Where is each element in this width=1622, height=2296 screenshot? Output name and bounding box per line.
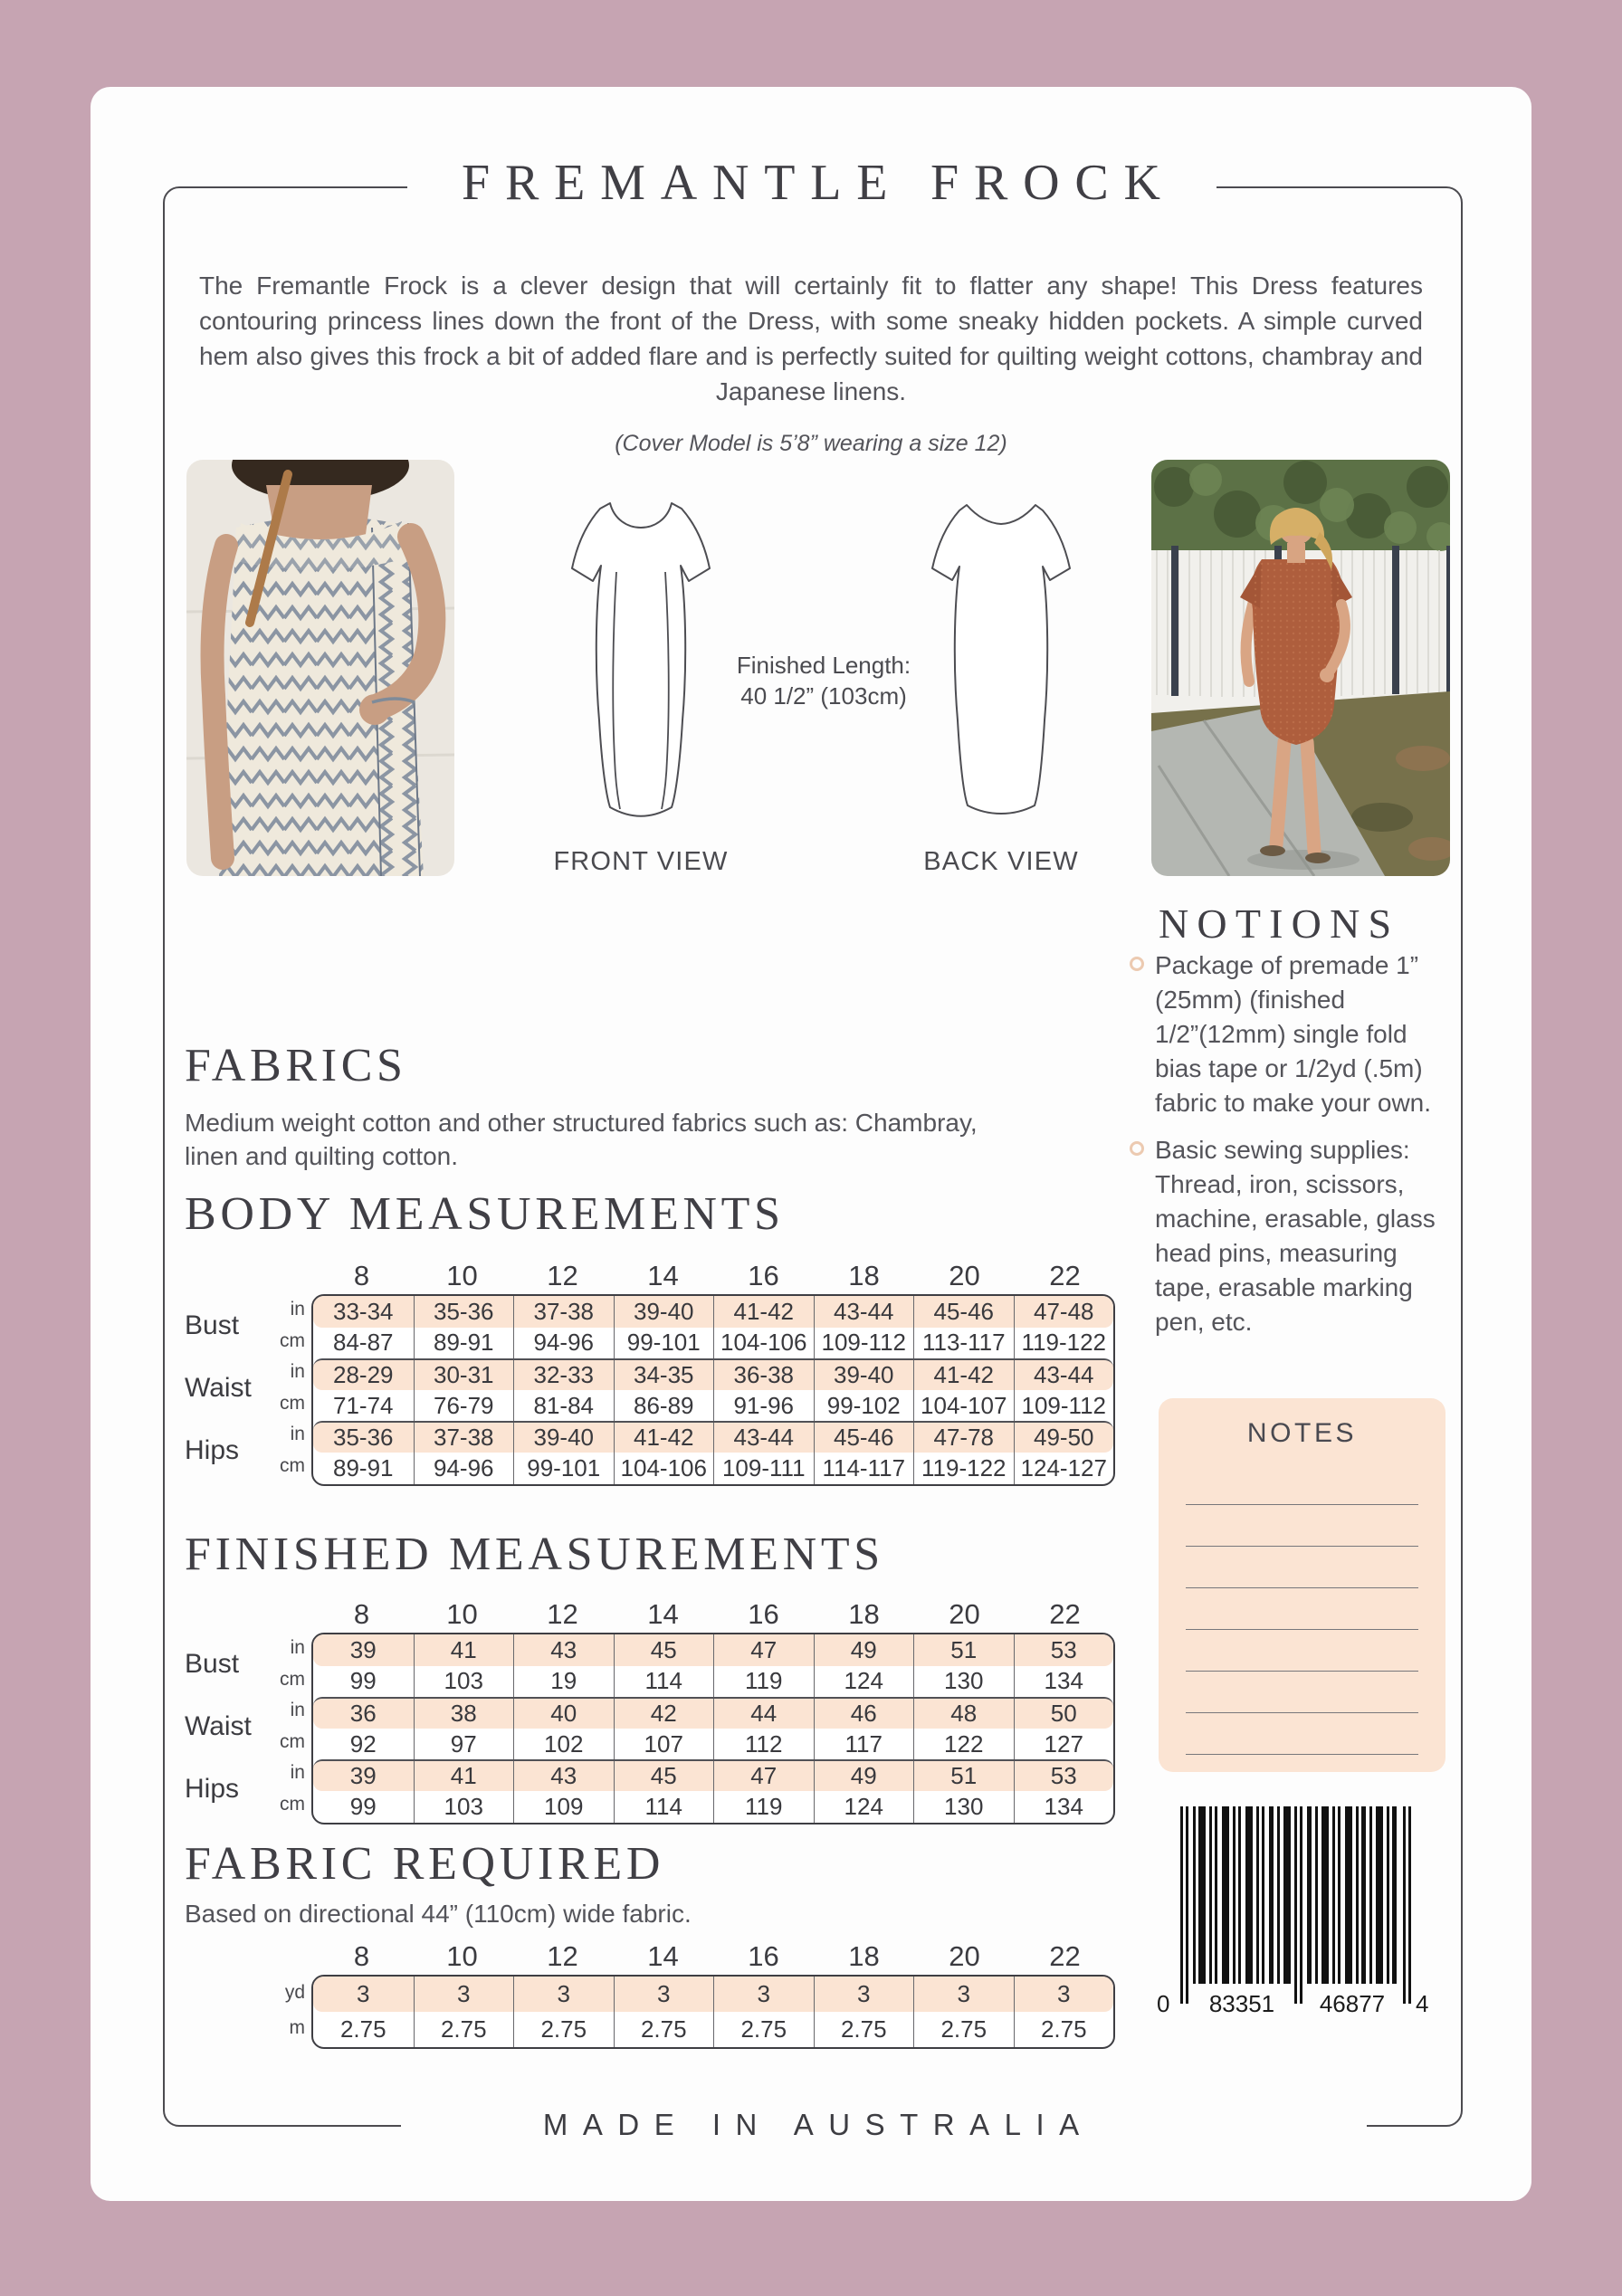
- measurement-cell: 39-40: [513, 1423, 614, 1453]
- measurement-cell: 119-122: [1014, 1328, 1114, 1359]
- unit-labels: [275, 1294, 311, 1486]
- measurement-cell: 2.75: [814, 2012, 914, 2047]
- measurement-cell: 48: [913, 1699, 1014, 1729]
- unit-label: yd: [284, 1982, 305, 2003]
- table-row: [313, 1296, 1113, 1328]
- measurement-cell: 43-44: [814, 1296, 914, 1328]
- measurement-cell: 91-96: [713, 1390, 814, 1422]
- chevron-dress-photo-illustration: [186, 460, 454, 876]
- row-group-label: Waist: [185, 1710, 252, 1741]
- fabric-required-note: Based on directional 44” (110cm) wide fabric.: [185, 1900, 692, 1928]
- size-column-header: 16: [748, 1940, 779, 1972]
- measurement-cell: 50: [1014, 1699, 1114, 1729]
- measurement-cell: 43-44: [1014, 1360, 1114, 1390]
- barcode-digit-group2: 46877: [1319, 1990, 1386, 2017]
- measurement-cell: 94-96: [513, 1328, 614, 1359]
- measurement-cell: 124: [814, 1666, 914, 1698]
- measurement-cell: 40: [513, 1699, 614, 1729]
- finished-length-note: [715, 650, 932, 711]
- notion-text: Basic sewing supplies: Thread, iron, scissors, machine, erasable, glass head pins, measuring tape, erasable marking pen, etc.: [1155, 1136, 1436, 1336]
- table-row: [313, 1328, 1113, 1359]
- cover-model-note: (Cover Model is 5’8” wearing a size 12): [615, 431, 1007, 456]
- measurement-cell: 45-46: [913, 1296, 1014, 1328]
- measurement-cell: 109-111: [713, 1453, 814, 1484]
- measurement-cell: 122: [913, 1729, 1014, 1760]
- notes-line: [1186, 1630, 1418, 1672]
- unit-label: in: [290, 1424, 305, 1445]
- table-row: [313, 1697, 1113, 1729]
- size-column-header: 8: [353, 1598, 370, 1630]
- measurement-cell: 99: [349, 1792, 377, 1820]
- made-in-australia-footer: MADE IN AUSTRALIA: [542, 2108, 1094, 2141]
- measurement-cell: 117: [814, 1729, 914, 1760]
- measurement-cell: 124: [814, 1791, 914, 1823]
- size-column-header: 20: [949, 1940, 980, 1972]
- notion-item: [1130, 1133, 1455, 1339]
- measurement-cell: 2.75: [414, 2012, 514, 2047]
- notes-heading: NOTES: [1246, 1418, 1358, 1448]
- model-street-photo-illustration: [1151, 460, 1450, 876]
- table-row: [313, 1666, 1113, 1698]
- measurement-cell: 37-38: [513, 1296, 614, 1328]
- measurement-cell: 53: [1014, 1634, 1114, 1666]
- unit-label: in: [290, 1299, 305, 1319]
- measurement-cell: 47-48: [1014, 1296, 1114, 1328]
- measurement-cell: 99: [349, 1667, 377, 1695]
- notes-line: [1186, 1672, 1418, 1713]
- size-header-row: [311, 1940, 1115, 1975]
- measurement-cell: 3: [913, 1977, 1014, 2012]
- measurement-cell: 38: [414, 1699, 514, 1729]
- unit-label: in: [290, 1361, 305, 1383]
- measurement-cell: 99-102: [814, 1390, 914, 1422]
- table-row: [313, 1453, 1113, 1484]
- barcode-digit-left: 0: [1157, 1990, 1170, 2017]
- size-column-header: 8: [353, 1940, 370, 1972]
- size-column-header: 22: [1049, 1260, 1081, 1291]
- measurement-cell: 3: [814, 1977, 914, 2012]
- measurement-grid: [311, 1975, 1115, 2049]
- finished-length-value: 40 1/2” (103cm): [740, 682, 907, 710]
- bullet-circle-icon: [1130, 1141, 1144, 1156]
- size-column-header: 16: [748, 1260, 779, 1291]
- measurement-cell: 104-107: [913, 1390, 1014, 1422]
- table-row: [313, 1729, 1113, 1760]
- measurement-cell: 41: [414, 1634, 514, 1666]
- unit-label: cm: [280, 1668, 305, 1690]
- measurement-grid: [311, 1633, 1115, 1824]
- size-column-header: 12: [547, 1940, 578, 1972]
- cover-photo-chevron-dress: [186, 460, 454, 876]
- size-column-header: 22: [1049, 1598, 1081, 1630]
- fabrics-heading: FABRICS: [185, 1040, 407, 1091]
- unit-label: cm: [280, 1730, 305, 1752]
- measurement-cell: 134: [1014, 1666, 1114, 1698]
- fabric-required-table: [185, 1940, 1117, 2049]
- back-view-line-drawing: [920, 496, 1083, 822]
- measurement-cell: 2.75: [1014, 2012, 1114, 2047]
- measurement-cell: 39-40: [814, 1360, 914, 1390]
- measurement-cell: 51: [913, 1761, 1014, 1791]
- row-group-labels: [185, 1975, 275, 2049]
- measurement-cell: 36: [349, 1699, 377, 1727]
- measurement-cell: 49: [814, 1761, 914, 1791]
- barcode-digit-right: 4: [1416, 1990, 1429, 2017]
- front-view-line-drawing: [555, 496, 727, 822]
- row-group-label: Bust: [185, 1648, 240, 1679]
- unit-label: cm: [280, 1392, 305, 1414]
- measurement-cell: 47: [713, 1634, 814, 1666]
- measurement-cell: 36-38: [713, 1360, 814, 1390]
- measurement-cell: 3: [614, 1977, 714, 2012]
- finished-measurements-table: [185, 1598, 1117, 1824]
- size-header-row: [311, 1598, 1115, 1633]
- page-title: FREMANTLE FROCK: [462, 155, 1176, 211]
- measurement-cell: 130: [913, 1791, 1014, 1823]
- size-column-header: 14: [647, 1940, 679, 1972]
- size-column-header: 14: [647, 1260, 679, 1291]
- table-row: [313, 1759, 1113, 1791]
- measurement-cell: 19: [513, 1666, 614, 1698]
- body-measurements-heading: BODY MEASUREMENTS: [185, 1188, 785, 1240]
- table-row: [313, 1791, 1113, 1823]
- size-column-header: 20: [949, 1260, 980, 1291]
- intro-paragraph: The Fremantle Frock is a clever design that will certainly fit to flatter any shape! This Dress features contouring princess lines down the front of the Dress, with some sneaky hidden pockets. A simple curved hem also gives this frock a bit of added flare and is perfectly suited for quilting weight cottons, chambray and Japanese linens.: [199, 272, 1423, 405]
- measurement-cell: 44: [713, 1699, 814, 1729]
- row-group-labels: [185, 1633, 275, 1824]
- measurement-cell: 114-117: [814, 1453, 914, 1484]
- notes-line: [1186, 1505, 1418, 1547]
- table-row: [313, 1634, 1113, 1666]
- measurement-cell: 45: [614, 1761, 714, 1791]
- measurement-cell: 41-42: [713, 1296, 814, 1328]
- measurement-cell: 33-34: [333, 1297, 394, 1325]
- measurement-cell: 71-74: [333, 1391, 394, 1419]
- measurement-cell: 49-50: [1014, 1423, 1114, 1453]
- size-column-header: 18: [848, 1940, 880, 1972]
- measurement-cell: 89-91: [333, 1453, 394, 1481]
- measurement-cell: 41: [414, 1761, 514, 1791]
- measurement-cell: 103: [414, 1791, 514, 1823]
- measurement-cell: 113-117: [913, 1328, 1014, 1359]
- measurement-cell: 2.75: [913, 2012, 1014, 2047]
- back-view-label: BACK VIEW: [923, 847, 1079, 876]
- size-header-row: [311, 1260, 1115, 1294]
- measurement-cell: 103: [414, 1666, 514, 1698]
- measurement-cell: 49: [814, 1634, 914, 1666]
- measurement-cell: 130: [913, 1666, 1014, 1698]
- fabric-required-heading: FABRIC REQUIRED: [185, 1838, 665, 1890]
- measurement-cell: 99-101: [614, 1328, 714, 1359]
- measurement-cell: 3: [1014, 1977, 1114, 2012]
- measurement-cell: 39: [349, 1762, 377, 1790]
- measurement-cell: 47-78: [913, 1423, 1014, 1453]
- measurement-cell: 53: [1014, 1761, 1114, 1791]
- unit-label: cm: [280, 1329, 305, 1351]
- measurement-cell: 35-36: [333, 1424, 394, 1452]
- table-row: [313, 2012, 1113, 2047]
- row-group-labels: [185, 1294, 275, 1486]
- measurement-cell: 51: [913, 1634, 1014, 1666]
- measurement-cell: 114: [614, 1666, 714, 1698]
- size-column-header: 10: [446, 1260, 478, 1291]
- measurement-cell: 47: [713, 1761, 814, 1791]
- size-column-header: 12: [547, 1598, 578, 1630]
- unit-label: cm: [280, 1454, 305, 1476]
- measurement-cell: 3: [713, 1977, 814, 2012]
- size-column-header: 12: [547, 1260, 578, 1291]
- notes-box: [1159, 1398, 1445, 1772]
- size-column-header: 18: [848, 1598, 880, 1630]
- size-column-header: 18: [848, 1260, 880, 1291]
- measurement-cell: 2.75: [614, 2012, 714, 2047]
- measurement-cell: 109-112: [814, 1328, 914, 1359]
- measurement-cell: 89-91: [414, 1328, 514, 1359]
- row-group-label: Bust: [185, 1310, 240, 1340]
- measurement-cell: 3: [513, 1977, 614, 2012]
- size-column-header: 14: [647, 1598, 679, 1630]
- measurement-cell: 86-89: [614, 1390, 714, 1422]
- envelope-card: [91, 87, 1531, 2201]
- notion-item: [1130, 948, 1455, 1120]
- measurement-cell: 34-35: [614, 1360, 714, 1390]
- notes-line: [1186, 1547, 1418, 1588]
- measurement-cell: 94-96: [414, 1453, 514, 1484]
- size-column-header: 16: [748, 1598, 779, 1630]
- measurement-cell: 119-122: [913, 1453, 1014, 1484]
- unit-label: in: [290, 1700, 305, 1721]
- measurement-cell: 99-101: [513, 1453, 614, 1484]
- measurement-cell: 97: [414, 1729, 514, 1760]
- size-column-header: 10: [446, 1940, 478, 1972]
- measurement-cell: 42: [614, 1699, 714, 1729]
- measurement-cell: 127: [1014, 1729, 1114, 1760]
- upc-barcode: [1157, 1806, 1430, 2024]
- measurement-cell: 37-38: [414, 1423, 514, 1453]
- table-row: [313, 1390, 1113, 1422]
- notion-text: Package of premade 1” (25mm) (finished 1/2”(12mm) single fold bias tape or 1/2yd (.5m) fabric to make your own.: [1155, 951, 1432, 1117]
- size-column-header: 22: [1049, 1940, 1081, 1972]
- measurement-cell: 114: [614, 1791, 714, 1823]
- table-row: [313, 1977, 1113, 2012]
- measurement-cell: 104-106: [713, 1328, 814, 1359]
- measurement-cell: 39: [349, 1635, 377, 1663]
- size-column-header: 10: [446, 1598, 478, 1630]
- measurement-cell: 46: [814, 1699, 914, 1729]
- row-group-label: Waist: [185, 1372, 252, 1403]
- front-view-label: FRONT VIEW: [553, 847, 729, 876]
- measurement-cell: 43-44: [713, 1423, 814, 1453]
- measurement-cell: 109-112: [1014, 1390, 1114, 1422]
- table-row: [313, 1421, 1113, 1453]
- measurement-cell: 28-29: [333, 1360, 394, 1388]
- row-group-label: Hips: [185, 1434, 240, 1465]
- measurement-cell: 43: [513, 1761, 614, 1791]
- unit-label: cm: [280, 1793, 305, 1815]
- measurement-cell: 41-42: [614, 1423, 714, 1453]
- finished-length-label: Finished Length:: [736, 652, 911, 679]
- notes-line: [1186, 1713, 1418, 1755]
- fabrics-text: Medium weight cotton and other structured fabrics such as: Chambray, linen and quilting cotton.: [185, 1109, 978, 1170]
- measurement-cell: 84-87: [333, 1329, 394, 1357]
- measurement-cell: 32-33: [513, 1360, 614, 1390]
- measurement-cell: 119: [713, 1791, 814, 1823]
- measurement-cell: 3: [357, 1980, 370, 2007]
- notes-line: [1186, 1463, 1418, 1505]
- unit-labels: [275, 1633, 311, 1824]
- measurement-cell: 30-31: [414, 1360, 514, 1390]
- row-group-label: [185, 1975, 275, 2045]
- measurement-cell: 81-84: [513, 1390, 614, 1422]
- measurement-cell: 76-79: [414, 1390, 514, 1422]
- measurement-cell: 109: [513, 1791, 614, 1823]
- size-column-header: 8: [353, 1260, 370, 1291]
- measurement-cell: 45: [614, 1634, 714, 1666]
- measurement-cell: 2.75: [713, 2012, 814, 2047]
- unit-labels: [275, 1975, 311, 2049]
- measurement-cell: 102: [513, 1729, 614, 1760]
- cover-photo-model-street: [1151, 460, 1450, 876]
- unit-label: m: [289, 2017, 305, 2038]
- measurement-cell: 43: [513, 1634, 614, 1666]
- size-column-header: 20: [949, 1598, 980, 1630]
- bullet-circle-icon: [1130, 957, 1144, 971]
- notes-ruled-lines: [1159, 1463, 1445, 1755]
- measurement-cell: 3: [414, 1977, 514, 2012]
- measurement-cell: 41-42: [913, 1360, 1014, 1390]
- unit-label: in: [290, 1762, 305, 1784]
- measurement-cell: 39-40: [614, 1296, 714, 1328]
- measurement-cell: 112: [713, 1729, 814, 1760]
- measurement-cell: 134: [1014, 1791, 1114, 1823]
- row-group-label: Hips: [185, 1773, 240, 1804]
- measurement-cell: 119: [713, 1666, 814, 1698]
- measurement-cell: 124-127: [1014, 1453, 1114, 1484]
- notes-line: [1186, 1588, 1418, 1630]
- measurement-cell: 104-106: [614, 1453, 714, 1484]
- body-measurements-table: [185, 1260, 1117, 1486]
- measurement-cell: 45-46: [814, 1423, 914, 1453]
- measurement-cell: 107: [614, 1729, 714, 1760]
- finished-measurements-heading: FINISHED MEASUREMENTS: [185, 1529, 884, 1580]
- unit-label: in: [290, 1637, 305, 1658]
- measurement-cell: 2.75: [339, 2015, 386, 2043]
- measurement-cell: 2.75: [513, 2012, 614, 2047]
- measurement-grid: [311, 1294, 1115, 1486]
- notions-heading: NOTIONS: [1159, 900, 1400, 947]
- measurement-cell: 35-36: [414, 1296, 514, 1328]
- notions-list: [1130, 948, 1455, 1352]
- measurement-cell: 92: [349, 1729, 377, 1758]
- table-row: [313, 1358, 1113, 1390]
- barcode-digit-group1: 83351: [1208, 1990, 1275, 2017]
